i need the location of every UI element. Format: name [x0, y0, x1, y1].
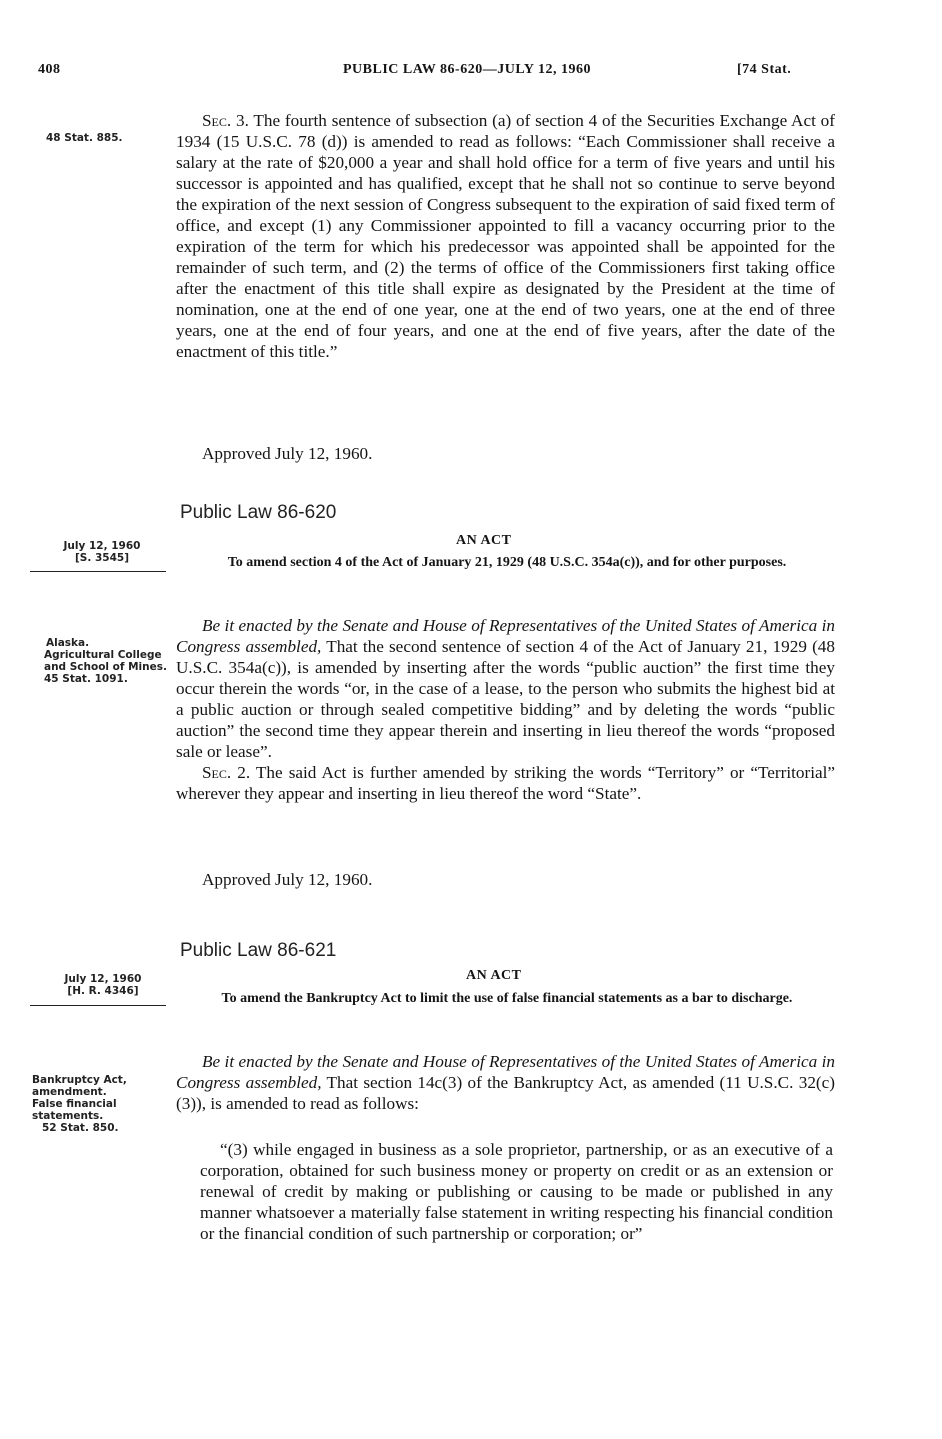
law-620-enacting-clause: Be it enacted by the Senate and House of Representatives of the United States of America in Congress assembled,: [176, 616, 835, 656]
law-621-sec1-text: That section 14c(3) of the Bankruptcy Act, as amended (11 U.S.C. 32(c)(3)), is amended to read as follows:: [176, 1073, 835, 1113]
law-620-margin-rule: [30, 571, 166, 572]
page-number: 408: [38, 62, 61, 77]
law-621-quoted-text: “(3) while engaged in business as a sole proprietor, partnership, or as an executive of a corporation, obtained for such business money or property on credit or as an extension or renewal of credit by making or publishing or causing to be made or published in any manner whatsoever a materially false statement in writing respecting his financial condition or the financial condition of such partnership or corporation; or”: [200, 1140, 833, 1243]
section-3-approved: Approved July 12, 1960.: [202, 444, 373, 463]
law-620-body: [176, 615, 835, 804]
section-3-text: The fourth sentence of subsection (a) of section 4 of the Securities Exchange Act of 1934 (15 U.S.C. 78 (d)) is amended to read as follows: “Each Commissioner shall receive a salary at the rate of $20,000 a year and shall hold office for a term of five years and until his successor is appointed and has qualified, except that he shall not so continue to serve beyond the expiration of the next session of Congress subsequent to the expiration of said fixed term of office, and except (1) any Commissioner appointed to fill a vacancy occurring prior to the expiration of the term for which his predecessor was appointed shall be appointed for the remainder of such term, and (2) the terms of office of the Commissioners first taking office after the enactment of this title shall expire as designated by the President at the time of nomination, one at the end of one year, one at the end of two years, one at the end of three years, one at the end of four years, and one at the end of five years, after the date of the enactment of this title.”: [176, 111, 835, 361]
margin-citation-48-stat: 48 Stat. 885.: [46, 132, 123, 144]
law-620-subject-stat: 45 Stat. 1091.: [44, 673, 128, 685]
law-621-subject-bankruptcy: Bankruptcy Act, amendment.: [32, 1074, 127, 1098]
law-620-title: Public Law 86-620: [180, 502, 337, 523]
law-620-sec1-text: That the second sentence of section 4 of the Act of January 21, 1929 (48 U.S.C. 354a(c)), is amended by inserting after the words “public auction” the first time they occur therein the words “or, in the case of a lease, to the person who submits the highest bid at a public auction or through sealed competitive bidding” and by deleting the words “public auction” the second time they appear therein and inserting in lieu thereof the words “proposed sale or lease”.: [176, 637, 835, 761]
law-621-an-act: AN ACT: [466, 968, 522, 983]
law-620-subject-alaska: Alaska.: [46, 637, 90, 649]
law-621-description: To amend the Bankruptcy Act to limit the use of false financial statements as a bar to discharge.: [221, 991, 793, 1006]
law-621-title: Public Law 86-621: [180, 940, 337, 961]
volume-label: [74 Stat.: [737, 62, 792, 77]
law-620-sec2-text: The said Act is further amended by striking the words “Territory” or “Territorial” wherever they appear and inserting in lieu thereof the word “State”.: [176, 763, 835, 803]
law-621-quoted-amendment: [200, 1139, 833, 1244]
law-620-description: To amend section 4 of the Act of January 21, 1929 (48 U.S.C. 354a(c)), and for other purposes.: [227, 555, 787, 570]
law-620-margin-subjects: [36, 637, 168, 685]
law-621-enacting-clause: Be it enacted by the Senate and House of Representatives of the United States of America in Congress assembled,: [176, 1052, 835, 1092]
law-621-margin-subjects: [32, 1074, 168, 1134]
law-621-margin-rule: [30, 1005, 166, 1006]
law-621-subject-stat: 52 Stat. 850.: [42, 1122, 119, 1134]
law-620-subject-college: Agricultural College and School of Mines.: [44, 649, 167, 673]
section-3-label: Sec. 3.: [202, 111, 249, 130]
law-620-bill-number: [S. 3545]: [74, 552, 130, 564]
law-621-body: [176, 1051, 835, 1114]
law-620-margin-date: [52, 540, 152, 564]
law-621-subject-false-statements: False financial statements.: [32, 1098, 117, 1122]
law-620-approved: Approved July 12, 1960.: [202, 870, 373, 889]
law-621-margin-date: [48, 973, 158, 997]
law-620-an-act: AN ACT: [456, 533, 512, 548]
law-620-sec2-label: Sec. 2.: [202, 763, 251, 782]
law-621-date: July 12, 1960: [64, 973, 142, 985]
law-620-date: July 12, 1960: [63, 540, 141, 552]
running-title: PUBLIC LAW 86-620—JULY 12, 1960: [343, 62, 591, 77]
law-621-bill-number: [H. R. 4346]: [67, 985, 139, 997]
section-3-block: [176, 110, 835, 362]
